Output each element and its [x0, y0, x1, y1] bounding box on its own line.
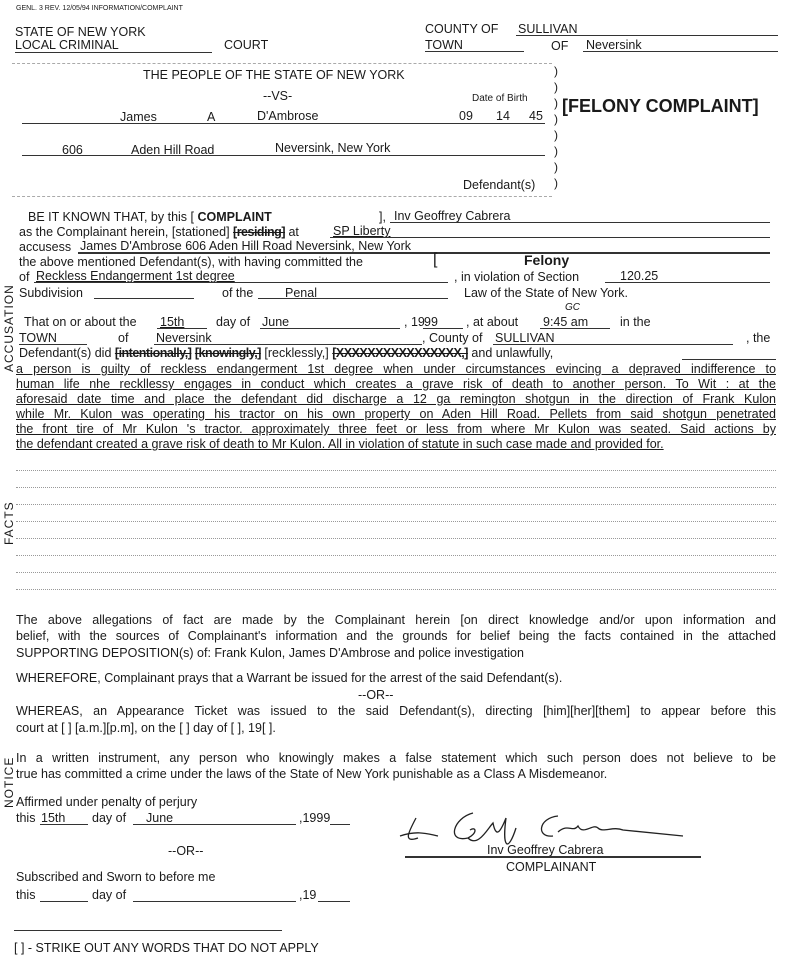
station-value: SP Liberty	[333, 224, 391, 238]
town-type-line	[425, 51, 524, 52]
complainant-printed-name: Inv Geoffrey Cabrera	[487, 843, 604, 857]
the-label: , the	[746, 331, 771, 345]
notice-line: In a written instrument, any person who knowingly makes a false statement which such person does not believe to be	[16, 751, 776, 765]
accused-value: James D'Ambrose 606 Aden Hill Road Neversink, New York	[80, 239, 412, 253]
wherefore-text: WHEREFORE, Complainant prays that a Warrant be issued for the arrest of the said Defendant(s).	[16, 671, 563, 685]
in-the-label: in the	[620, 315, 651, 329]
affirm-year-line	[330, 824, 350, 825]
sworn-day-of-label: day of	[92, 888, 127, 902]
law-suffix: Law of the State of New York.	[464, 286, 628, 300]
narrative-line: a person is guilty of reckless endangerment 1st degree when under circumstances evincing a depraved indifference to	[16, 362, 776, 376]
street-name: Aden Hill Road	[131, 143, 215, 157]
whereas-line: court at [ ] [a.m.][p.m], on the [ ] day of [ ], 19[ ].	[16, 721, 276, 735]
allegations-line: The above allegations of fact are made by the Complainant herein [on direct knowledge and/or upon information and	[16, 613, 776, 627]
county-line	[516, 35, 778, 36]
town-line	[583, 51, 778, 52]
place-county-line	[493, 344, 733, 345]
complainant-name: Inv Geoffrey Cabrera	[394, 209, 511, 223]
affirm-day: 15th	[41, 811, 66, 825]
place-value: Neversink	[156, 331, 212, 345]
document-title: [FELONY COMPLAINT]	[562, 96, 759, 116]
time-correction-initials: GC	[565, 302, 580, 313]
vs-label: --VS-	[263, 89, 293, 103]
county-value: SULLIVAN	[518, 22, 578, 36]
time-value: 9:45 am	[543, 315, 589, 329]
narrative-line: the front tire of Mr Kulon 's tractor. approximately three feet or less from where Mr Kulon was seated. Said actions by	[16, 422, 776, 436]
place-line	[154, 344, 422, 345]
whereas-line: WHEREAS, an Appearance Ticket was issued to the said Defendant(s), directing [him][her][them] to appear before this	[16, 704, 776, 718]
affirm-day-of-label: day of	[92, 811, 127, 825]
accusation-side-label: ACCUSATION	[2, 284, 16, 372]
city-state: Neversink, New York	[275, 141, 391, 155]
struck-other: [XXXXXXXXXXXXXXXX,]	[332, 346, 468, 360]
street-number: 606	[62, 143, 83, 157]
affirm-day-line	[40, 824, 88, 825]
known-text: BE IT KNOWN THAT, by this [ COMPLAINT	[28, 210, 272, 224]
sworn-year: ,19	[299, 888, 317, 902]
offense-bracket: [	[433, 251, 438, 268]
footnote: [ ] - STRIKE OUT ANY WORDS THAT DO NOT APPLY	[14, 941, 319, 955]
people-label: THE PEOPLE OF THE STATE OF NEW YORK	[143, 68, 405, 82]
official-signature-line	[14, 930, 282, 931]
complainant-role: COMPLAINANT	[506, 860, 597, 874]
town-value: Neversink	[586, 38, 642, 52]
affirm-month-line	[133, 824, 296, 825]
of-label-2: of	[19, 270, 30, 284]
committed-text: the above mentioned Defendant(s), with having committed the	[19, 255, 363, 269]
struck-knowingly: [knowingly,]	[194, 346, 261, 360]
dob-month: 09	[459, 109, 473, 123]
at-about-label: , at about	[466, 315, 519, 329]
allegations-line: belief, with the sources of Complainant's information and the grounds for belief being the facts contained in the attached	[16, 629, 776, 643]
offense-line	[34, 282, 448, 283]
allegations-line: SUPPORTING DEPOSITION(s) of: Frank Kulon, James D'Ambrose and police investigation	[16, 646, 524, 660]
station-line	[330, 237, 770, 238]
date-intro: That on or about the	[24, 315, 137, 329]
law-value: Penal	[285, 286, 317, 300]
sworn-month-line	[133, 901, 296, 902]
of-label: OF	[551, 39, 569, 53]
year-line	[423, 328, 463, 329]
town-type: TOWN	[425, 38, 463, 52]
place-type: TOWN	[19, 331, 57, 345]
place-county-value: SULLIVAN	[495, 331, 555, 345]
address-line	[22, 155, 545, 156]
struck-residing: [residing]	[233, 225, 285, 239]
or-separator: --OR--	[358, 688, 394, 702]
law-line	[258, 298, 448, 299]
sworn-day-line	[40, 901, 88, 902]
known-bracket: ],	[379, 210, 386, 224]
court-type-line	[15, 52, 212, 53]
affirmed-heading: Affirmed under penalty of perjury	[16, 795, 198, 809]
kept-recklessly: [recklessly,]	[264, 346, 329, 360]
dob-day: 14	[496, 109, 510, 123]
narrative-line: aforesaid date time and place the defendant did discharge a 12 ga remington shotgun in the direction of Frank Kulon	[16, 392, 776, 406]
year-prefix: , 19	[404, 315, 425, 329]
dob-label: Date of Birth	[472, 93, 528, 104]
month-line	[260, 328, 400, 329]
sworn-this-label: this	[16, 888, 36, 902]
subdivision-line	[94, 298, 194, 299]
notice-side-label: NOTICE	[2, 756, 16, 808]
defendant-last-name: D'Ambrose	[257, 109, 319, 123]
section-value: 120.25	[620, 269, 659, 283]
complainant-line	[390, 222, 770, 223]
affirm-or: --OR--	[168, 844, 204, 858]
accused-line	[78, 252, 770, 254]
affirm-year: ,1999	[299, 811, 331, 825]
section-line	[605, 282, 770, 283]
offense-name: Reckless Endangerment 1st degree	[36, 269, 235, 283]
affirm-this-label: this	[16, 811, 36, 825]
state-label: STATE OF NEW YORK	[15, 25, 146, 39]
of-the-label: of the	[222, 286, 254, 300]
form-id: GENL. 3 REV. 12/05/94 INFORMATION/COMPLAINT	[16, 5, 183, 12]
subdivision-label: Subdivision	[19, 286, 83, 300]
caption-top-border	[12, 63, 552, 64]
county-of-label: , County of	[422, 331, 483, 345]
place-type-line	[19, 344, 87, 345]
sworn-heading: Subscribed and Sworn to before me	[16, 870, 216, 884]
facts-side-label: FACTS	[2, 501, 16, 545]
caption-bottom-border	[12, 196, 552, 197]
dob-year: 45	[529, 109, 543, 123]
day-of-label: day of	[216, 315, 251, 329]
narrative-line: the defendant created a grave risk of death to Mr Kulon. All in violation of statute in such case made and provided for.	[16, 437, 664, 451]
violation-label: , in violation of Section	[454, 270, 580, 284]
of-label-3: of	[118, 331, 129, 345]
notice-line: true has committed a crime under the laws of the State of New York punishable as a Class A Misdemeanor.	[16, 767, 608, 781]
time-line	[540, 328, 610, 329]
day-line	[157, 328, 207, 329]
year-value: 99	[424, 315, 438, 329]
month-value: June	[262, 315, 290, 329]
defendant-label: Defendant(s)	[463, 178, 536, 192]
court-type: LOCAL CRIMINAL	[15, 38, 119, 52]
defendant-first-name: James	[120, 110, 157, 124]
accusess-label: accusess	[19, 240, 72, 254]
court-label: COURT	[224, 38, 269, 52]
mental-state-line: Defendant(s) did [intentionally,] [knowingly,] [recklessly,] [XXXXXXXXXXXXXXXX,] and unlawfully,	[19, 346, 554, 360]
unlawfully-line	[682, 359, 776, 360]
name-line	[22, 123, 545, 124]
narrative-line: while Mr. Kulon was operating his tractor on his own property on Aden Hill Road. Pellets from said shotgun penetrated	[16, 407, 776, 421]
defendant-middle-initial: A	[207, 110, 216, 124]
sworn-year-line	[318, 901, 350, 902]
struck-intentionally: [intentionally,]	[114, 346, 192, 360]
county-label: COUNTY OF	[425, 22, 499, 36]
complainant-signature-line	[405, 856, 701, 858]
affirm-month: June	[146, 811, 174, 825]
narrative-line: human life nhe reckllessy engages in conduct which creates a grave risk of death to another person. To Wit : at the	[16, 377, 776, 391]
offense-class: Felony	[524, 252, 570, 268]
day-value: 15th	[160, 315, 185, 329]
stationed-text: as the Complainant herein, [stationed] [residing] at	[19, 225, 299, 239]
